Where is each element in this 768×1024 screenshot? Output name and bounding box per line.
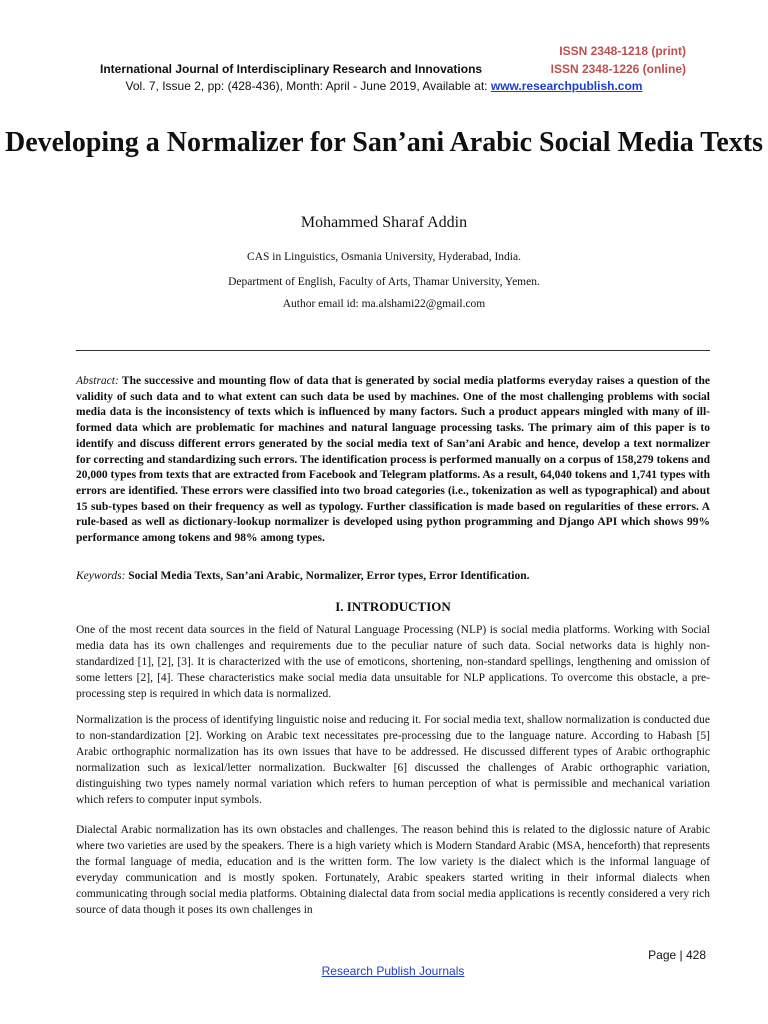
intro-paragraph-1: One of the most recent data sources in the field of Natural Language Processing (NLP) is social media platforms. Working with Social media data has its own challenges and requirements due to the peculiar nature of such data. Social networks data is highly non-standardized [1], [2], [3]. It is characterized with the use of emoticons, shortening, non-standard spellings, lengthening and omission of some letters [2], [4]. These characteristics make social media data unsuitable for NLP applications. To overcome this obstacle, a pre-processing step is required in which data is normalized. bbox=[76, 624, 710, 700]
abstract-text: The successive and mounting flow of data that is generated by social media platforms everyday raises a question of the validity of such data and to what extent can such data be used by machines. One of the most challenging problems with social media data is the inconsistency of texts which is influenced by many factors. Such a product appears mingled with many of ill-formed data which are problematic for machines and natural language processing tasks. The primary aim of this paper is to identify and discuss different errors generated by the social media text of San’ani Arabic and hence, develop a text normalizer for correcting and standardizing such errors. The identification process is performed manually on a corpus of 158,279 tokens and 20,000 types from texts that are extracted from Facebook and Telegram platforms. As a result, 64,040 tokens and 1,741 types with errors are identified. These errors were classified into two broad categories (i.e., tokenization as well as typographical) and about 15 sub-types based on their frequency as well as typology. Further classification is made based on regularities of these errors. A rule-based as well as dictionary-lookup normalizer is developed using python programming and Django API which shows 99% performance among tokens and 98% among types. bbox=[76, 375, 710, 545]
affiliation-2: Department of English, Faculty of Arts, Thamar University, Yemen. bbox=[228, 276, 540, 288]
journal-name: International Journal of Interdisciplinary Research and Innovations bbox=[100, 62, 483, 76]
keywords bbox=[76, 569, 710, 584]
intro-paragraph-3: Dialectal Arabic normalization has its own obstacles and challenges. The reason behind this is related to the diglossic nature of Arabic where two varieties are used by the speakers. There is a high variety which is Modern Standard Arabic (MSA, henceforth) that represents the formal language of media, education and is the written form. The low variety is the dialect which is the informal language of everyday communication and is mostly spoken. Fortunately, Arabic speakers started writing in their informal dialects when communicating through social media platforms. Obtaining dialectal data from social media applications is recently considered a very rich source of data though it poses its own challenges in bbox=[76, 824, 710, 916]
abstract bbox=[76, 374, 710, 547]
keywords-label: Keywords: bbox=[76, 570, 126, 582]
author-name: Mohammed Sharaf Addin bbox=[300, 214, 468, 231]
issn-online: ISSN 2348-1226 (online) bbox=[550, 62, 686, 76]
volume-info: Vol. 7, Issue 2, pp: (428-436), Month: April - June 2019, Available at: bbox=[125, 79, 491, 93]
page-number: Page | 428 bbox=[648, 948, 706, 962]
divider bbox=[76, 350, 710, 351]
intro-paragraph-2: Normalization is the process of identifying linguistic noise and reducing it. For social media text, shallow normalization is conducted due to non-standardization [2]. Working on Arabic text necessitates pre-processing due to the language nature. According to Habash [5] Arabic orthographic normalization has its own issues that have to be addressed. He discussed different types of Arabic orthographic normalization such as lexical/letter normalization. Buckwalter [6] discussed the challenges of Arabic orthographic variation, distinguishing two types namely normal variation which refers to human perception of what is permissible and mechanical variation which refers to computer input symbols. bbox=[76, 714, 710, 806]
affiliation-1: CAS in Linguistics, Osmania University, Hyderabad, India. bbox=[247, 251, 521, 263]
section-heading: I. INTRODUCTION bbox=[335, 599, 451, 614]
publisher-link[interactable]: Research Publish Journals bbox=[321, 964, 465, 978]
keywords-text: Social Media Texts, San’ani Arabic, Normalizer, Error types, Error Identification. bbox=[125, 570, 530, 582]
author-email: Author email id: ma.alshami22@gmail.com bbox=[282, 298, 486, 310]
volume-line bbox=[0, 79, 768, 93]
website-link[interactable]: www.researchpublish.com bbox=[490, 79, 643, 93]
abstract-label: Abstract: bbox=[76, 375, 119, 387]
paper-title: Developing a Normalizer for San’ani Arabic Social Media Texts bbox=[4, 127, 764, 158]
issn-print: ISSN 2348-1218 (print) bbox=[559, 44, 686, 58]
